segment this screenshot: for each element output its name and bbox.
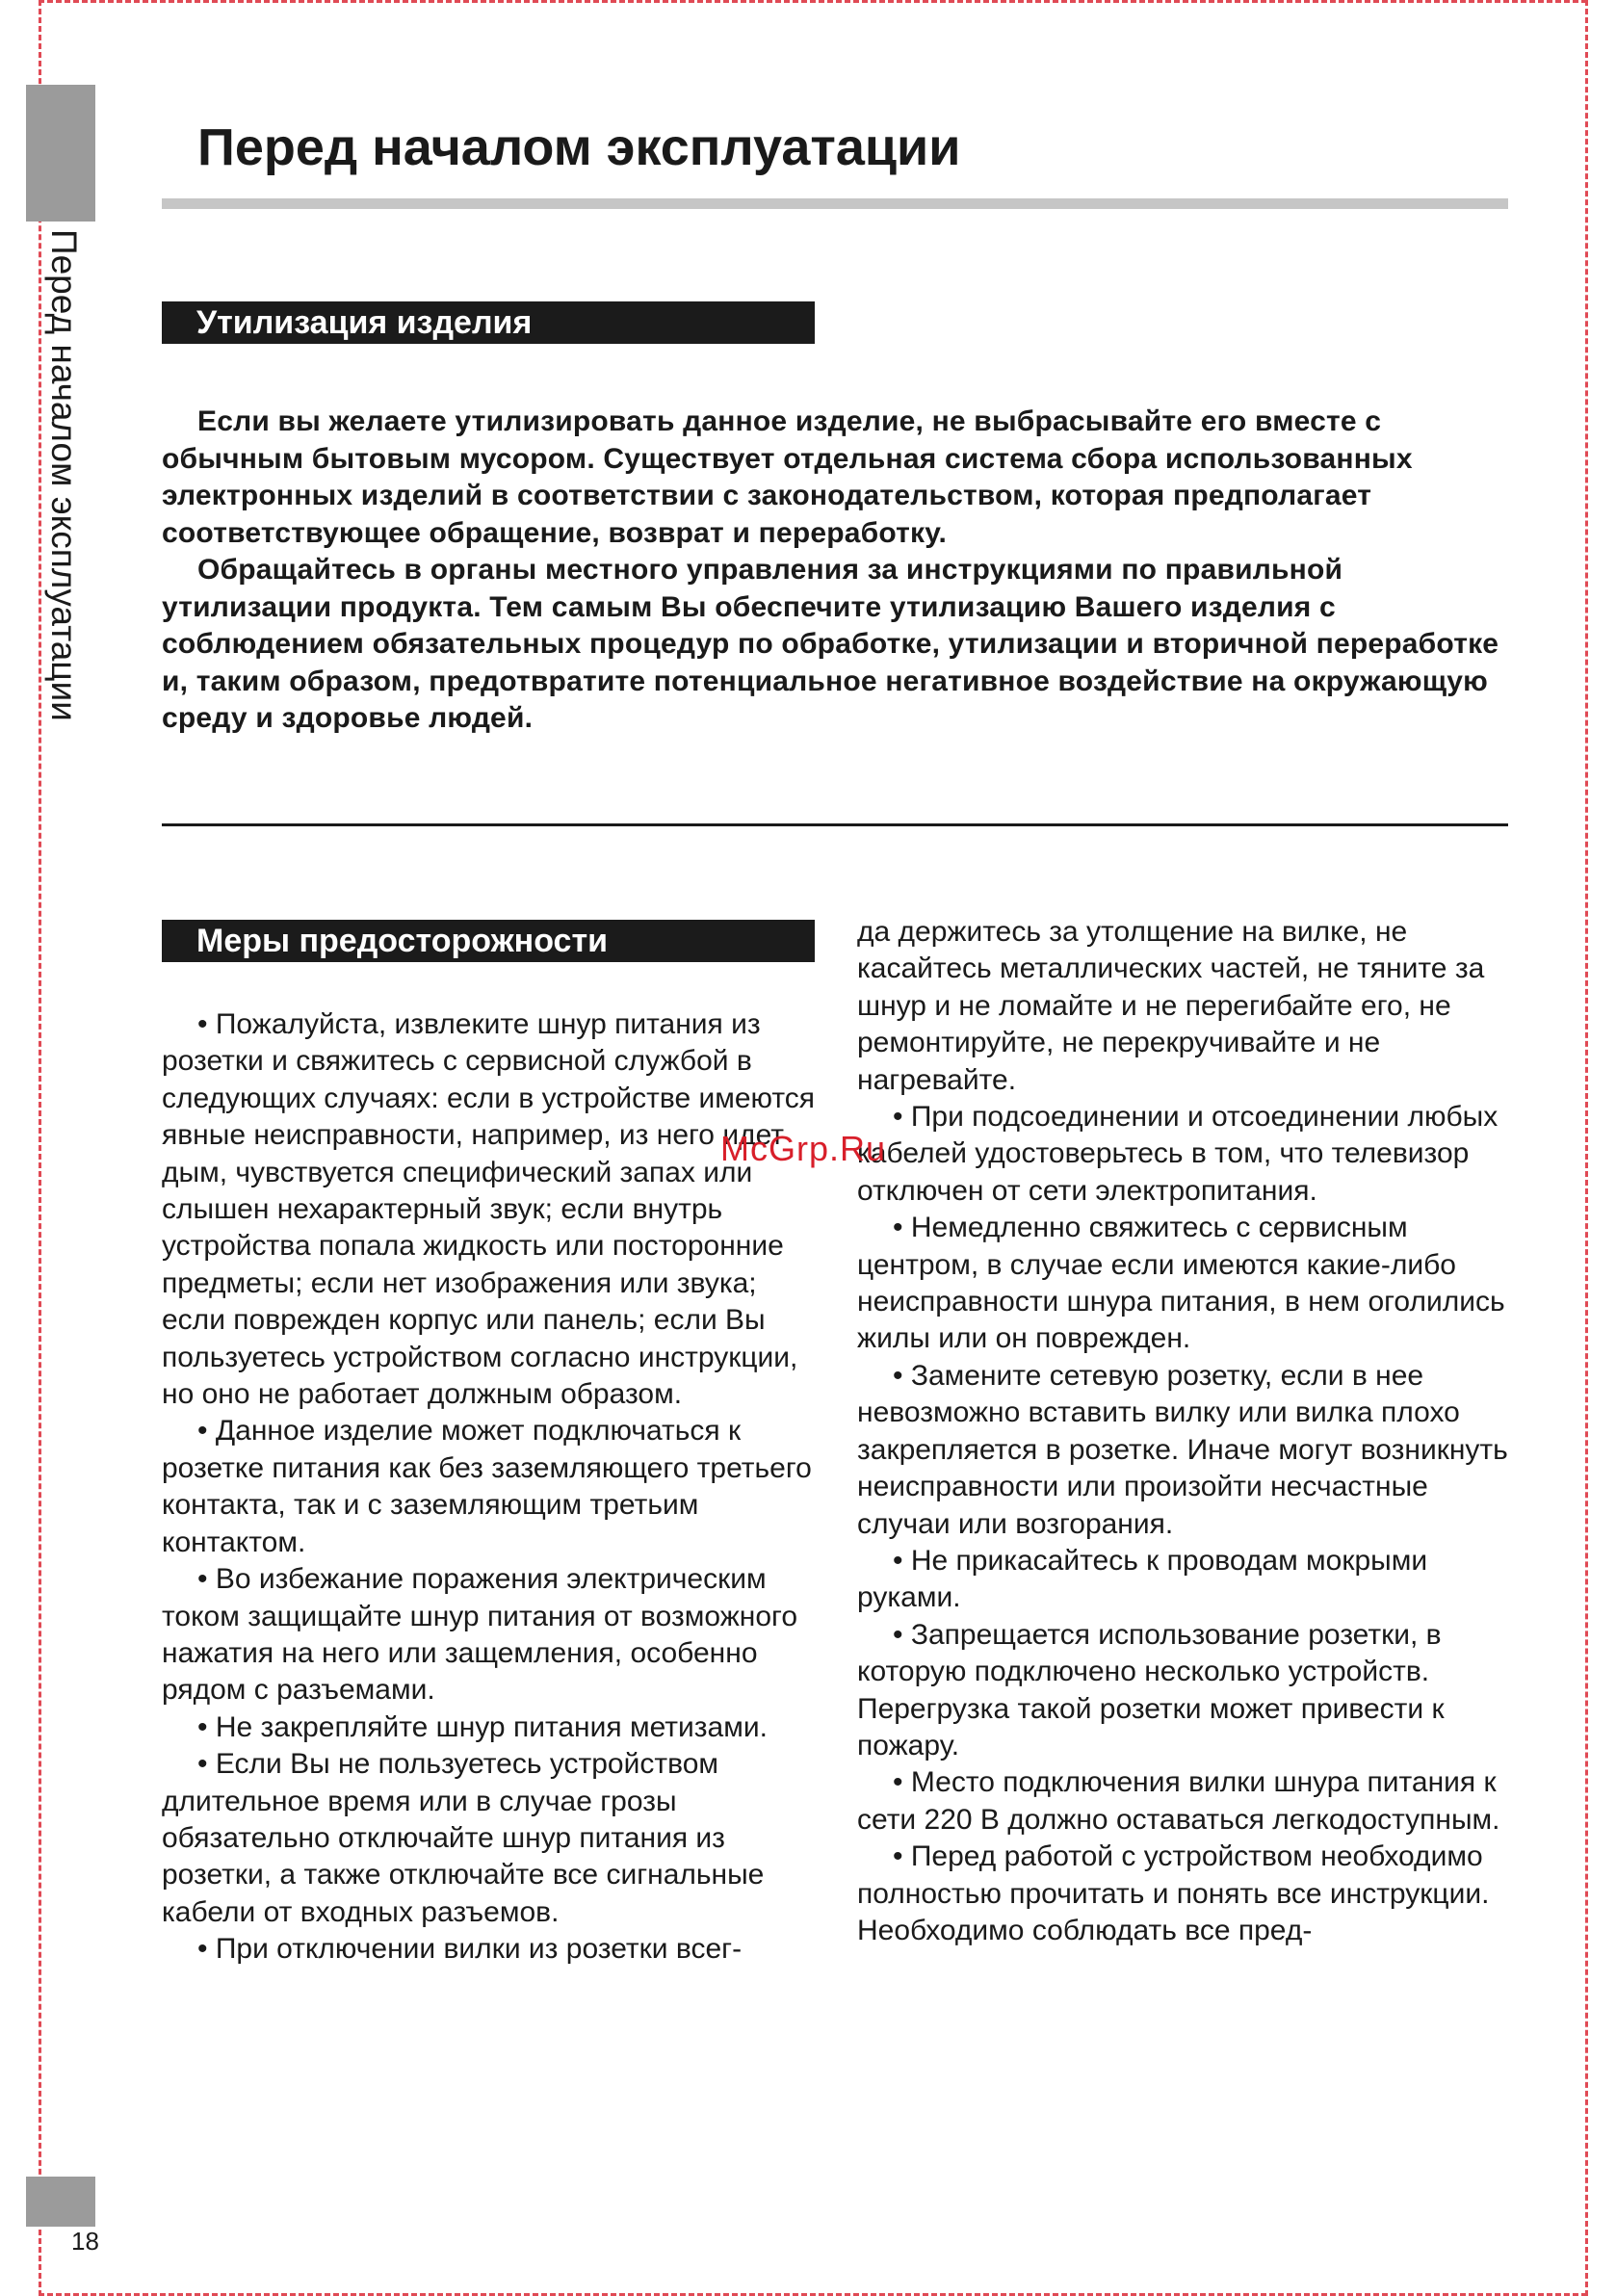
page-title: Перед началом эксплуатации: [197, 118, 961, 176]
side-tab-marker: [26, 85, 95, 222]
precaution-item: • Замените сетевую розетку, если в нее невозможно вставить вилку или вилка плохо закрепляется в розетке. Иначе могут возникнуть неисправности или произойти несчастные случаи или возгорания.: [857, 1358, 1522, 1543]
disposal-paragraph: Если вы желаете утилизировать данное изделие, не выбрасывайте его вместе с обычным бытовым мусором. Существует отдельная система сбора использованных электронных изделий в соответствии с законодательством, которая предполагает соответствующее обращение, возврат и переработку.: [162, 405, 1413, 549]
precaution-item: • Запрещается использование розетки, в которую подключено несколько устройств. Перегрузка такой розетки может привести к пожару.: [857, 1617, 1522, 1765]
precaution-item: • Не закрепляйте шнур питания метизами.: [162, 1709, 826, 1746]
precaution-item: • Данное изделие может подключаться к розетке питания как без заземляющего третьего контакта, так и с заземляющим третьим контактом.: [162, 1413, 826, 1561]
precaution-item: • Место подключения вилки шнура питания к сети 220 В должно оставаться легкодоступным.: [857, 1764, 1522, 1839]
watermark: McGrp.Ru: [720, 1129, 887, 1168]
page-number-tab: [26, 2177, 95, 2227]
title-underline: [162, 198, 1508, 209]
precaution-item: • При подсоединении и отсоединении любых кабелей удостоверьтесь в том, что телевизор отключен от сети электропитания.: [857, 1099, 1522, 1210]
crop-border-right: [1585, 0, 1588, 2296]
crop-border-top: [39, 0, 1587, 3]
section-header-disposal: Утилизация изделия: [162, 301, 815, 344]
page-number: 18: [71, 2227, 99, 2256]
section-header-precautions: Меры предосторожности: [162, 920, 815, 962]
precautions-right-column: [857, 914, 1522, 1949]
precaution-item: • Немедленно свяжитесь с сервисным центром, в случае если имеются какие-либо неисправности шнура питания, в нем оголились жилы или он поврежден.: [857, 1210, 1522, 1358]
precaution-item: • Пожалуйста, извлеките шнур питания из розетки и свяжитесь с сервисной службой в следующих случаях: если в устройстве имеются явные неисправности, например, из него идет дым, чувствуется специфический запах или слышен нехарактерный звук; если внутрь устройства попала жидкость или посторонние предметы; если нет изображения или звука; если поврежден корпус или панель; если Вы пользуетесь устройством согласно инструкции, но оно не работает должным образом.: [162, 1006, 826, 1413]
precaution-item: • Во избежание поражения электрическим током защищайте шнур питания от возможного нажатия на него или защемления, особенно рядом с разъемами.: [162, 1561, 826, 1709]
section-divider: [162, 823, 1508, 826]
precaution-item: • При отключении вилки из розетки всег-: [162, 1931, 826, 1968]
precaution-item: • Перед работой с устройством необходимо полностью прочитать и понять все инструкции. Необходимо соблюдать все пред-: [857, 1839, 1522, 1949]
precaution-item-continuation: да держитесь за утолщение на вилке, не касайтесь металлических частей, не тяните за шнур и не ломайте и не перегибайте его, не ремонтируйте, не перекручивайте и не нагревайте.: [857, 916, 1485, 1096]
disposal-text: [162, 404, 1510, 738]
side-section-label: Перед началом эксплуатации: [44, 229, 84, 721]
precaution-item: • Не прикасайтесь к проводам мокрыми руками.: [857, 1543, 1522, 1617]
disposal-paragraph: Обращайтесь в органы местного управления за инструкциями по правильной утилизации продукта. Тем самым Вы обеспечите утилизацию Вашего изделия с соблюдением обязательных процедур по обработке, утилизации и вторичной переработке и, таким образом, предотвратите потенциальное негативное воздействие на окружающую среду и здоровье людей.: [162, 554, 1499, 734]
precaution-item: • Если Вы не пользуетесь устройством длительное время или в случае грозы обязательно отключайте шнур питания из розетки, а также отключайте все сигнальные кабели от входных разъемов.: [162, 1746, 826, 1931]
